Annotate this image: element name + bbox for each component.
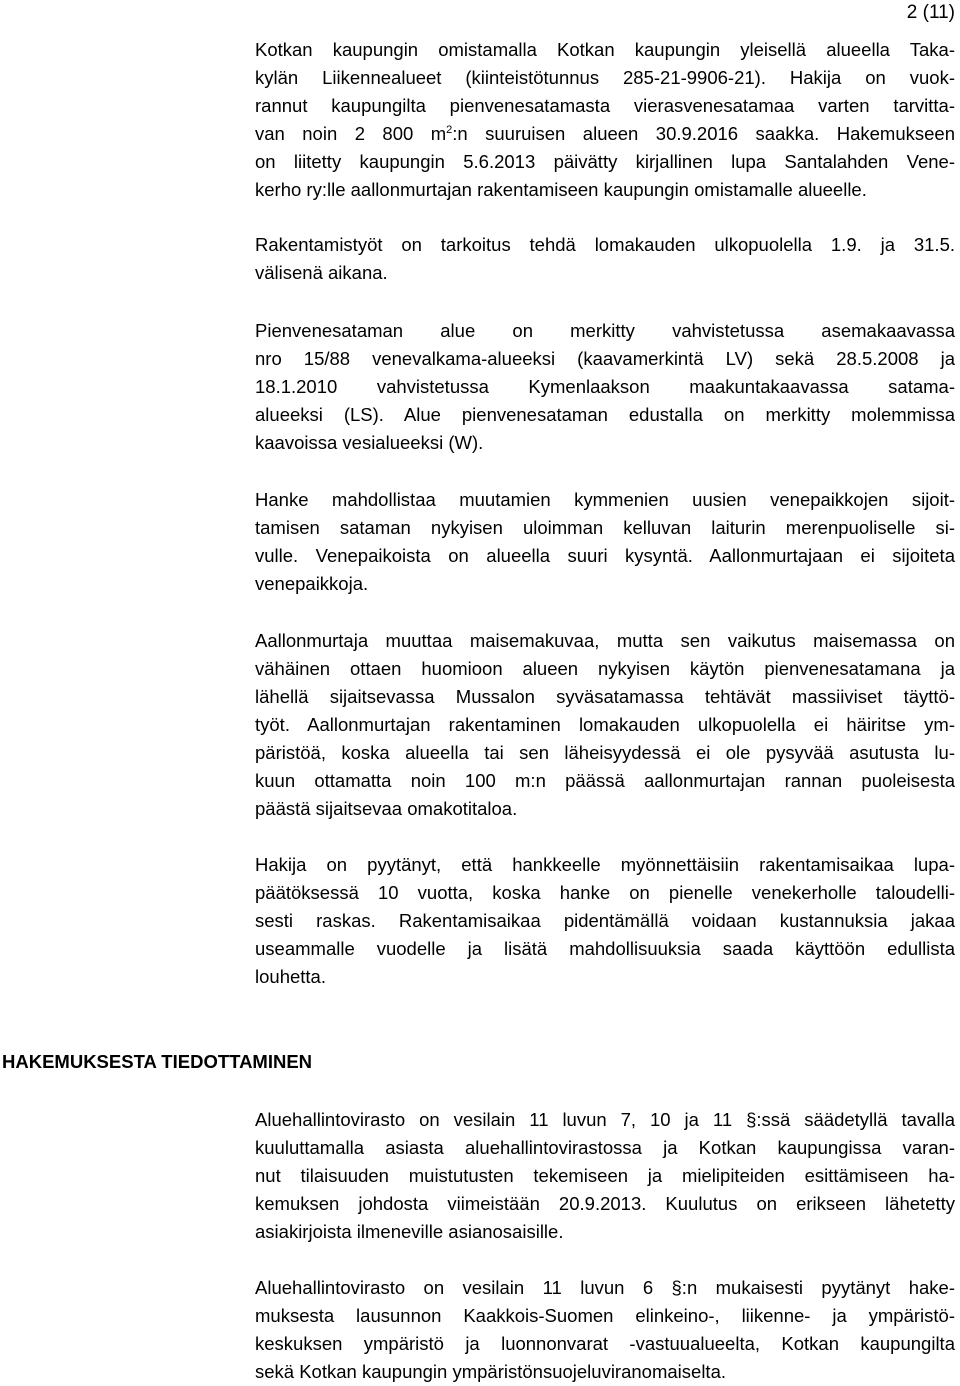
paragraph-application-area [255, 36, 955, 204]
text-line [255, 120, 955, 148]
text-line: useammalle vuodelle ja lisätä mahdollisuuksia saada käyttöön edullista [255, 938, 955, 959]
text-fragment: :n suuruisen alueen 30.9.2016 saakka. Hakemukseen [452, 123, 955, 144]
paragraph-boat-places [255, 486, 955, 598]
text-line: kerho ry:lle aallonmurtajan rakentamiseen kaupungin omistamalle alueelle. [255, 179, 867, 200]
text-line: työt. Aallonmurtajan rakentaminen lomakauden ulkopuolella ei häiritse ym- [255, 714, 955, 735]
text-line: venepaikkoja. [255, 573, 369, 594]
text-line: tamisen sataman nykyisen uloimman kelluvan laiturin merenpuoliselle si- [255, 517, 955, 538]
text-line: muksesta lausunnon Kaakkois-Suomen elinkeino-, liikenne- ja ympäristö- [255, 1305, 955, 1326]
text-line: keskuksen ympäristö ja luonnonvarat -vastuualueelta, Kotkan kaupungilta [255, 1333, 955, 1354]
section-heading: HAKEMUKSESTA TIEDOTTAMINEN [2, 1051, 313, 1072]
text-line: kuun ottamatta noin 100 m:n päässä aallonmurtajan rannan puoleisesta [255, 770, 955, 791]
text-line: nut tilaisuuden muistutusten tekemiseen ja mielipiteiden esittämiseen ha- [255, 1165, 955, 1186]
paragraph-statements [255, 1274, 955, 1386]
text-fragment: van noin 2 800 m [255, 123, 447, 144]
text-line: alueeksi (LS). Alue pienvenesataman edustalla on merkitty molemmissa [255, 404, 955, 425]
text-line: kuuluttamalla asiasta aluehallintovirastossa ja Kotkan kaupungissa varan- [255, 1137, 955, 1158]
paragraph-construction-time [255, 851, 955, 991]
text-line: Aluehallintovirasto on vesilain 11 luvun 6 §:n mukaisesti pyytänyt hake- [255, 1277, 955, 1298]
paragraph-announcement [255, 1106, 955, 1246]
text-line: Pienvenesataman alue on merkitty vahvistetussa asemakaavassa [255, 320, 955, 341]
text-line: lähellä sijaitsevassa Mussalon syväsatamassa tehtävät massiiviset täyttö- [255, 686, 955, 707]
text-line: päätöksessä 10 vuotta, koska hanke on pienelle venekerholle taloudelli- [255, 882, 955, 903]
text-line: välisenä aikana. [255, 262, 388, 283]
text-line: rannut kaupungilta pienvenesatamasta vierasvenesatamaa varten tarvitta- [255, 95, 955, 116]
paragraph-landscape [255, 627, 955, 823]
text-line: kemuksen johdosta viimeistään 20.9.2013. Kuulutus on erikseen lähetetty [255, 1193, 955, 1214]
text-line: Rakentamistyöt on tarkoitus tehdä lomakauden ulkopuolella 1.9. ja 31.5. [255, 234, 955, 255]
text-line: sekä Kotkan kaupungin ympäristönsuojeluviranomaiselta. [255, 1361, 726, 1382]
text-line: Aluehallintovirasto on vesilain 11 luvun 7, 10 ja 11 §:ssä säädetyllä tavalla [255, 1109, 955, 1130]
text-line: nro 15/88 venevalkama-alueeksi (kaavamerkintä LV) sekä 28.5.2008 ja [255, 348, 955, 369]
text-line: sesti raskas. Rakentamisaikaa pidentämällä voidaan kustannuksia jakaa [255, 910, 955, 931]
text-line: vähäinen ottaen huomioon alueen nykyisen käytön pienvenesatamana ja [255, 658, 955, 679]
text-line: 18.1.2010 vahvistetussa Kymenlaakson maakuntakaavassa satama- [255, 376, 955, 397]
text-line: Hanke mahdollistaa muutamien kymmenien uusien venepaikkojen sijoit- [255, 489, 955, 510]
paragraph-zoning [255, 317, 955, 457]
text-line: Aallonmurtaja muuttaa maisemakuvaa, mutta sen vaikutus maisemassa on [255, 630, 955, 651]
superscript: 2 [446, 123, 453, 136]
text-line: kaavoissa vesialueeksi (W). [255, 432, 484, 453]
text-line: louhetta. [255, 966, 326, 987]
text-line: Kotkan kaupungin omistamalla Kotkan kaupungin yleisellä alueella Taka- [255, 39, 955, 60]
text-line: Hakija on pyytänyt, että hankkeelle myönnettäisiin rakentamisaikaa lupa- [255, 854, 955, 875]
text-line: päristöä, koska alueella tai sen läheisyydessä ei ole pysyvää asutusta lu- [255, 742, 955, 763]
paragraph-construction-period [255, 231, 955, 287]
text-line: asiakirjoista ilmeneville asianosaisille. [255, 1221, 564, 1242]
text-line: on liitetty kaupungin 5.6.2013 päivätty kirjallinen lupa Santalahden Vene- [255, 151, 955, 172]
text-line: vulle. Venepaikoista on alueella suuri kysyntä. Aallonmurtajaan ei sijoiteta [255, 545, 955, 566]
text-line: päästä sijaitsevaa omakotitaloa. [255, 798, 518, 819]
page-number: 2 (11) [906, 2, 955, 23]
text-line: kylän Liikennealueet (kiinteistötunnus 285-21-9906-21). Hakija on vuok- [255, 67, 955, 88]
